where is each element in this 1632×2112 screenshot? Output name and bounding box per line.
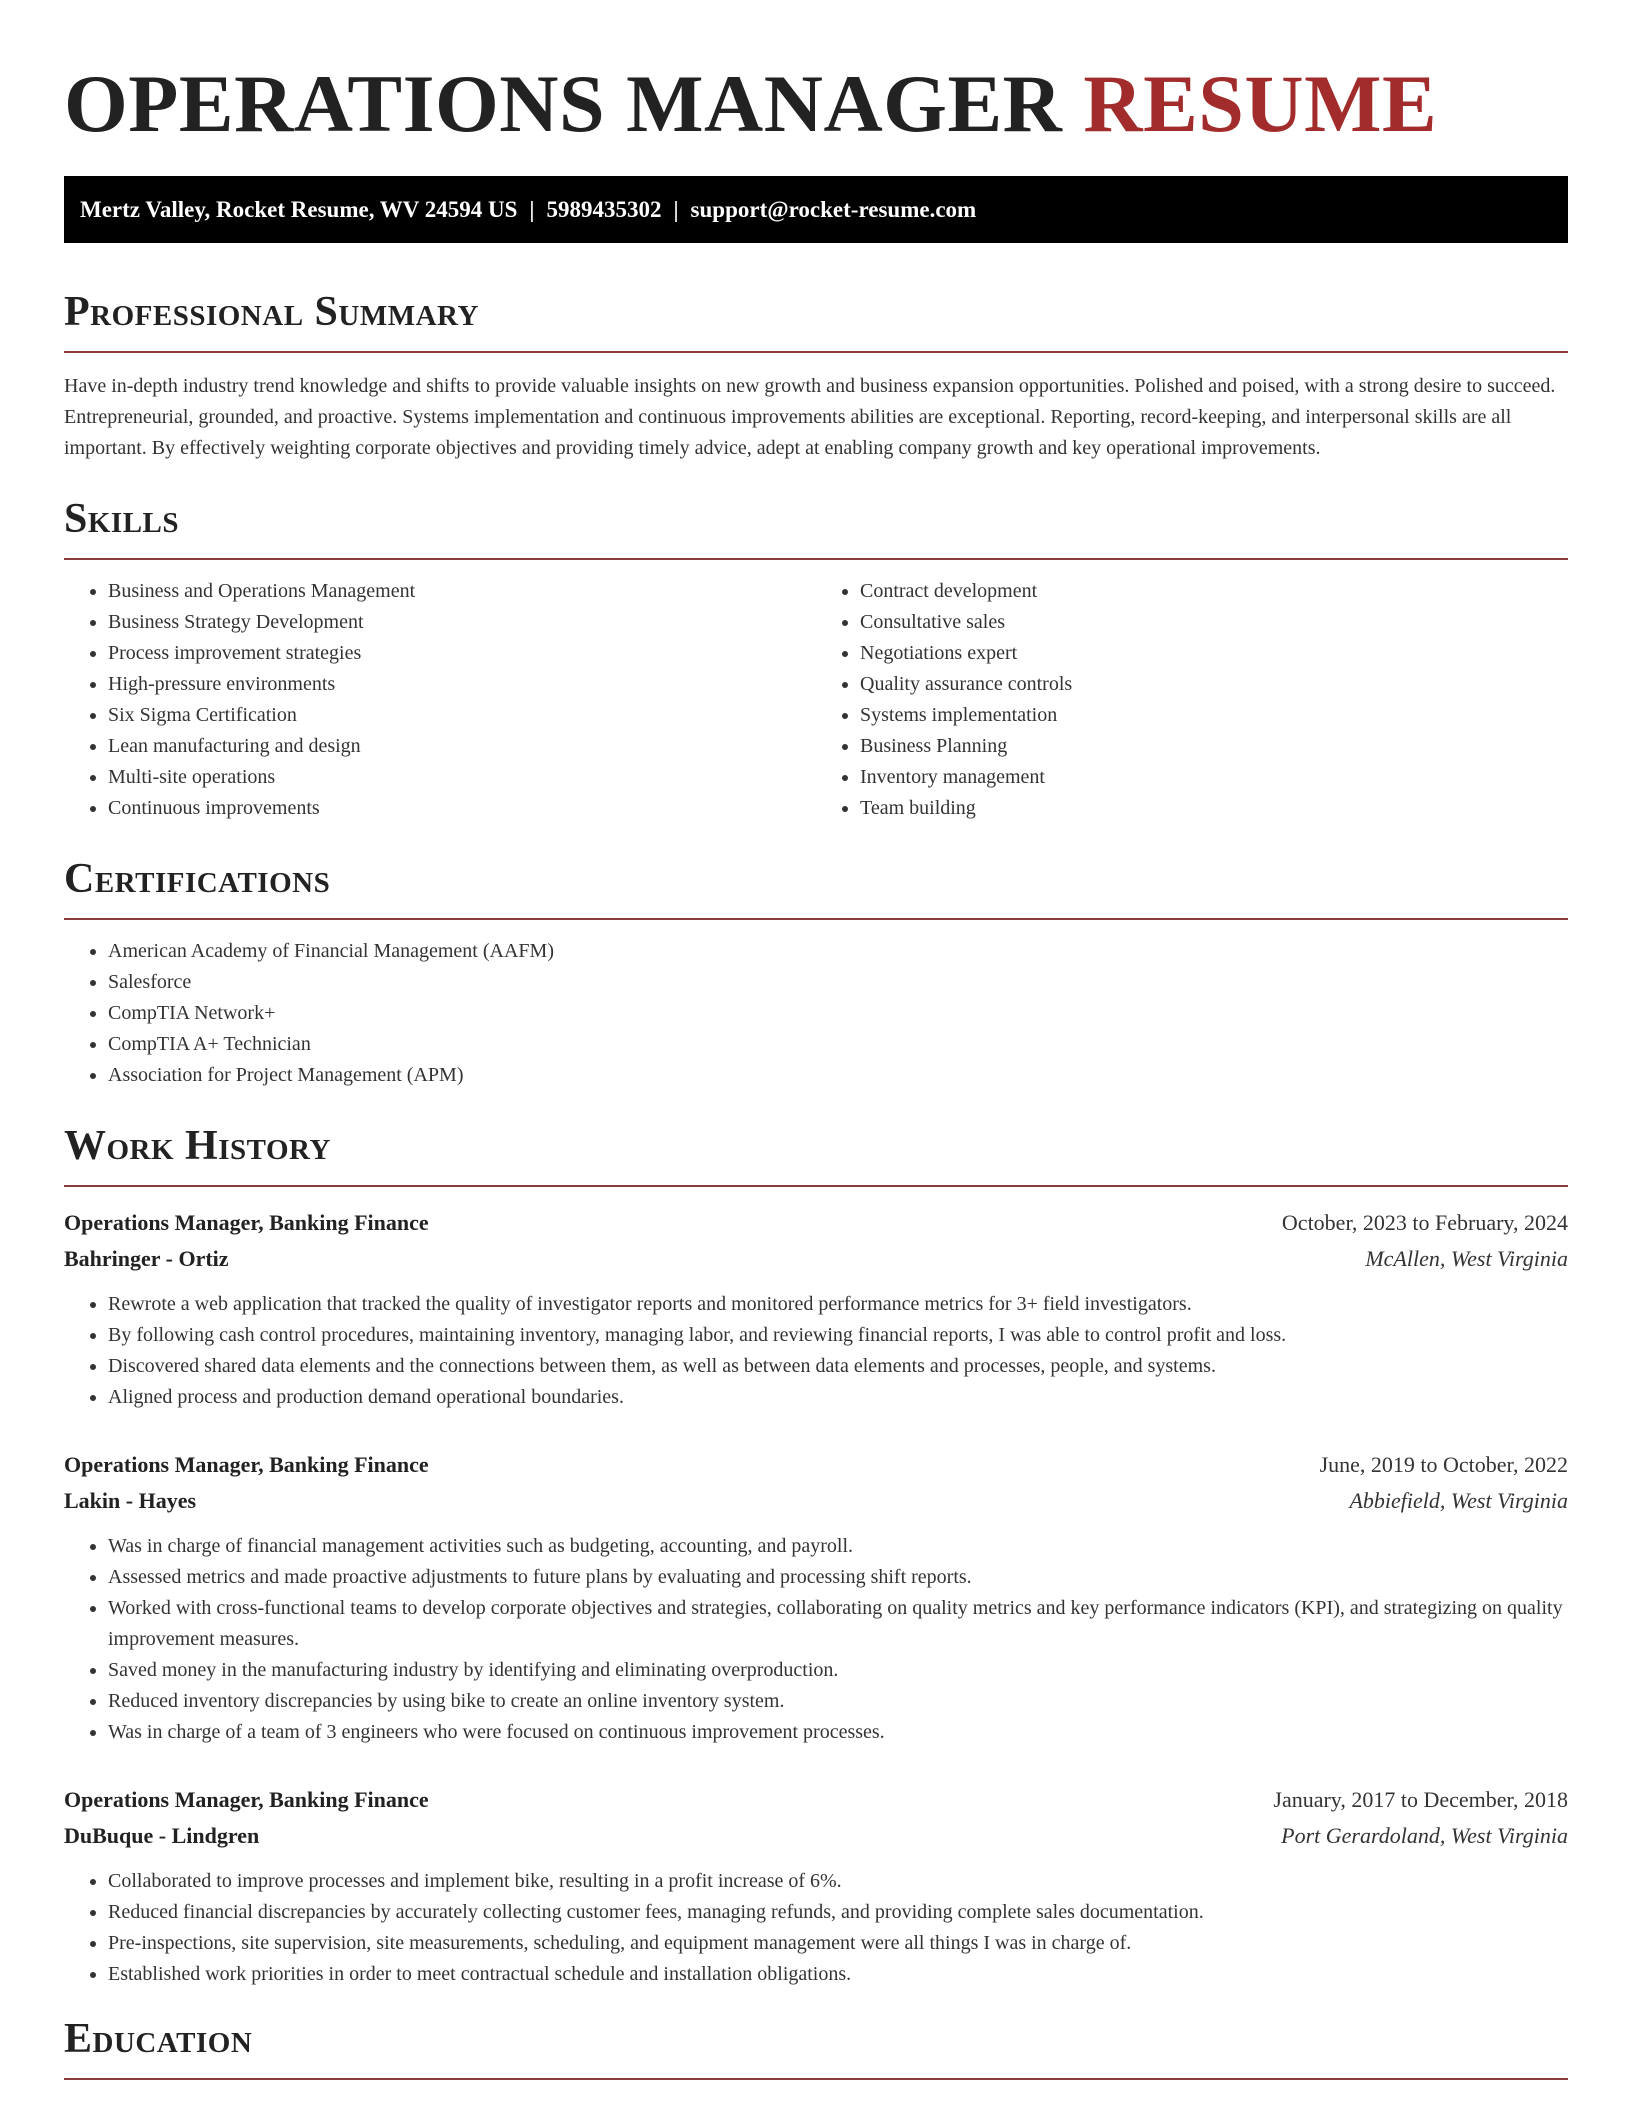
job-dates: January, 2017 to December, 2018 (1273, 1787, 1568, 1812)
education-heading: Education (64, 2014, 1568, 2080)
job-title: Operations Manager, Banking Finance (64, 1787, 429, 1812)
contact-address: Mertz Valley, Rocket Resume, WV 24594 US (80, 197, 518, 222)
summary-heading: Professional Summary (64, 287, 1568, 353)
job-bullets (64, 1531, 1568, 1748)
job-bullet: • Rewrote a web application that tracked the quality of investigator reports and monitored performance metrics for 3+ field investigators. (108, 1289, 1568, 1320)
certifications-section (64, 854, 1568, 1091)
title-accent: RESUME (1083, 58, 1438, 149)
job-company: Lakin - Hayes (64, 1488, 197, 1513)
skill-item: • High-pressure environments (108, 669, 816, 700)
skill-item: • Six Sigma Certification (108, 700, 816, 731)
summary-text: Have in-depth industry trend knowledge and shifts to provide valuable insights on new growth and business expansion opportunities. Polished and poised, with a strong desire to succeed. Entrepreneurial, grounded, and proactive. Systems implementation and continuous improvements abilities are exceptional. Reporting, record-keeping, and interpersonal skills are all important. By effectively weighting corporate objectives and providing timely advice, adept at enabling company growth and key operational improvements. (64, 375, 1556, 459)
certification-item: • CompTIA Network+ (108, 998, 1568, 1029)
skill-item: • Continuous improvements (108, 793, 816, 824)
job-header-row (64, 1447, 1568, 1483)
job-entry (64, 1205, 1568, 1413)
skills-section (64, 494, 1568, 824)
job-bullet: • Assessed metrics and made proactive adjustments to future plans by evaluating and processing shift reports. (108, 1562, 1568, 1593)
job-bullets (64, 1866, 1568, 1990)
job-header-row (64, 1205, 1568, 1241)
contact-banner (64, 176, 1568, 243)
job-bullet: • Collaborated to improve processes and implement bike, resulting in a profit increase of 6%. (108, 1866, 1568, 1897)
page-title (64, 0, 1568, 148)
skills-list-left (64, 576, 816, 824)
skill-item: • Quality assurance controls (860, 669, 1568, 700)
contact-separator: | (673, 197, 679, 222)
certification-item: • CompTIA A+ Technician (108, 1029, 1568, 1060)
skill-item: • Negotiations expert (860, 638, 1568, 669)
skill-item: • Multi-site operations (108, 762, 816, 793)
job-bullets (64, 1289, 1568, 1413)
skills-heading: Skills (64, 494, 1568, 560)
job-bullet: • By following cash control procedures, maintaining inventory, managing labor, and reviewing financial reports, I was able to control profit and loss. (108, 1320, 1568, 1351)
job-dates: October, 2023 to February, 2024 (1281, 1210, 1568, 1235)
skills-list-right (816, 576, 1568, 824)
title-main: OPERATIONS MANAGER (64, 58, 1063, 149)
education-section (64, 2014, 1568, 2080)
skills-grid (64, 576, 1568, 824)
skill-item: • Business Strategy Development (108, 607, 816, 638)
job-entry (64, 1447, 1568, 1748)
job-entry (64, 1782, 1568, 1990)
job-bullet: • Worked with cross-functional teams to develop corporate objectives and strategies, collaborating on quality metrics and key performance indicators (KPI), and strategizing on quality improvement measures. (108, 1593, 1568, 1655)
certifications-list (64, 936, 1568, 1091)
job-location: Port Gerardoland, West Virginia (1281, 1823, 1568, 1848)
certifications-heading: Certifications (64, 854, 1568, 920)
skill-item: • Systems implementation (860, 700, 1568, 731)
job-bullet: • Was in charge of a team of 3 engineers who were focused on continuous improvement processes. (108, 1717, 1568, 1748)
job-bullet: • Reduced financial discrepancies by accurately collecting customer fees, managing refunds, and providing complete sales documentation. (108, 1897, 1568, 1928)
job-company-row (64, 1818, 1568, 1854)
skill-item: • Inventory management (860, 762, 1568, 793)
job-bullet: • Reduced inventory discrepancies by using bike to create an online inventory system. (108, 1686, 1568, 1717)
job-title: Operations Manager, Banking Finance (64, 1452, 429, 1477)
skill-item: • Consultative sales (860, 607, 1568, 638)
certification-item: • Association for Project Management (APM) (108, 1060, 1568, 1091)
job-bullet: • Aligned process and production demand operational boundaries. (108, 1382, 1568, 1413)
work-history-section (64, 1121, 1568, 1990)
job-company-row (64, 1241, 1568, 1277)
job-bullet: • Discovered shared data elements and the connections between them, as well as between data elements and processes, people, and systems. (108, 1351, 1568, 1382)
job-header-row (64, 1782, 1568, 1818)
skill-item: • Business and Operations Management (108, 576, 816, 607)
job-dates: June, 2019 to October, 2022 (1319, 1452, 1568, 1477)
contact-email: support@rocket-resume.com (690, 197, 977, 222)
skill-item: • Process improvement strategies (108, 638, 816, 669)
job-company: DuBuque - Lindgren (64, 1823, 260, 1848)
work-history-heading: Work History (64, 1121, 1568, 1187)
certification-item: • American Academy of Financial Management (AAFM) (108, 936, 1568, 967)
jobs-container (64, 1205, 1568, 1990)
skill-item: • Business Planning (860, 731, 1568, 762)
summary-section (64, 287, 1568, 464)
job-location: Abbiefield, West Virginia (1349, 1488, 1568, 1513)
job-bullet: • Was in charge of financial management activities such as budgeting, accounting, and payroll. (108, 1531, 1568, 1562)
job-company-row (64, 1483, 1568, 1519)
skill-item: • Team building (860, 793, 1568, 824)
contact-separator: | (529, 197, 535, 222)
job-bullet: • Pre-inspections, site supervision, site measurements, scheduling, and equipment management were all things I was in charge of. (108, 1928, 1568, 1959)
job-location: McAllen, West Virginia (1365, 1246, 1568, 1271)
job-company: Bahringer - Ortiz (64, 1246, 229, 1271)
job-title: Operations Manager, Banking Finance (64, 1210, 429, 1235)
job-bullet: • Established work priorities in order to meet contractual schedule and installation obligations. (108, 1959, 1568, 1990)
skill-item: • Lean manufacturing and design (108, 731, 816, 762)
job-bullet: • Saved money in the manufacturing industry by identifying and eliminating overproduction. (108, 1655, 1568, 1686)
certification-item: • Salesforce (108, 967, 1568, 998)
skill-item: • Contract development (860, 576, 1568, 607)
contact-phone: 5989435302 (546, 197, 662, 222)
